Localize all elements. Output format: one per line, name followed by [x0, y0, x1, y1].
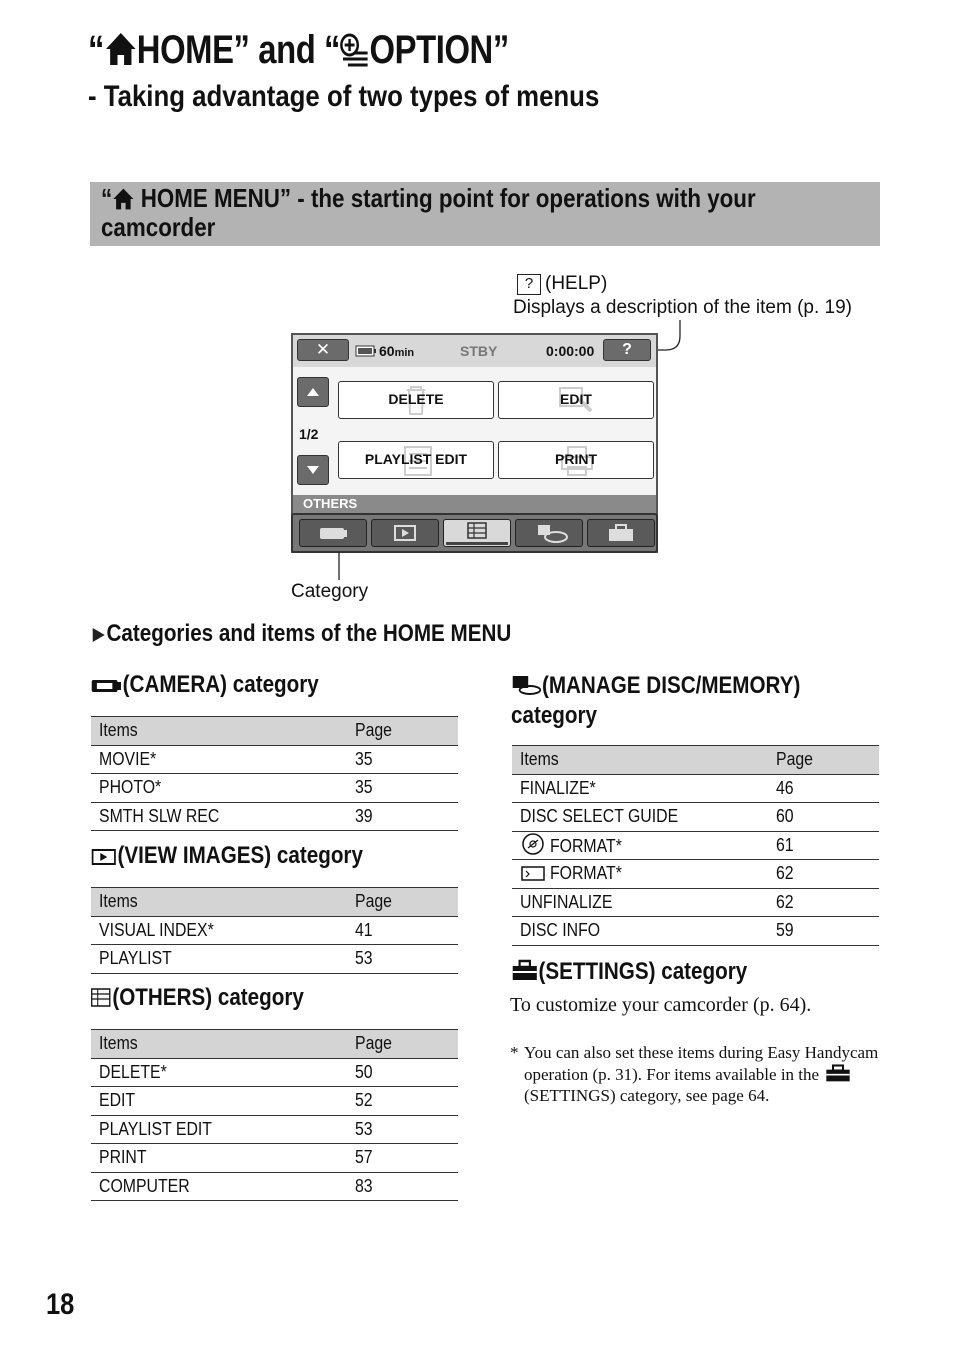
table-row: PHOTO* 35	[91, 774, 458, 803]
page-title: “ HOME” and “ OPTION”	[88, 28, 509, 72]
timecode: 0:00:00	[546, 343, 595, 359]
table-row: UNFINALIZE 62	[512, 888, 879, 917]
page-number: 18	[46, 1288, 75, 1321]
tab-camera[interactable]	[299, 519, 367, 547]
arrow-up-icon	[306, 387, 320, 397]
delete-button[interactable]: DELETE	[338, 381, 494, 419]
table-row: PLAYLIST 53	[91, 945, 458, 974]
help-button[interactable]: ?	[603, 339, 651, 361]
disc-icon	[516, 520, 582, 546]
toolbox-icon	[823, 1063, 853, 1083]
table-row: COMPUTER 83	[91, 1172, 458, 1201]
home-icon	[104, 31, 137, 67]
camera-table	[91, 716, 458, 831]
play-icon	[90, 846, 118, 866]
memory-card-icon	[520, 864, 546, 882]
toolbox-icon	[588, 520, 654, 546]
camera-category-heading: (CAMERA) category	[90, 671, 319, 699]
table-row: SMTH SLW REC 39	[91, 802, 458, 831]
camcorder-screen	[291, 333, 658, 553]
banner-text: HOME MENU” - the starting point for operations with your camcorder	[101, 183, 756, 242]
table-row: PLAYLIST EDIT 53	[91, 1115, 458, 1144]
category-name-bar: OTHERS	[293, 495, 656, 513]
table-row: DISC SELECT GUIDE 60	[512, 803, 879, 832]
table-row: FORMAT* 62	[512, 860, 879, 889]
table-header: Items Page	[91, 1030, 458, 1059]
manage-table	[512, 745, 879, 946]
print-button[interactable]: PRINT	[498, 441, 654, 479]
camera-icon	[90, 675, 123, 695]
view-images-table	[91, 887, 458, 974]
page-up-button[interactable]	[297, 377, 329, 407]
close-button[interactable]: ✕	[297, 339, 349, 361]
table-row: DELETE* 50	[91, 1058, 458, 1087]
table-header: Items Page	[91, 888, 458, 917]
camera-icon	[300, 520, 366, 546]
tab-settings[interactable]	[587, 519, 655, 547]
category-leader-line	[336, 552, 342, 582]
category-label: Category	[291, 581, 369, 602]
battery-remaining: 60min	[379, 343, 415, 359]
table-row: EDIT 52	[91, 1087, 458, 1116]
table-header: Items Page	[91, 717, 458, 746]
page-down-button[interactable]	[297, 455, 329, 485]
help-icon: ?	[517, 274, 541, 295]
battery-icon	[355, 345, 377, 357]
others-table	[91, 1029, 458, 1201]
arrow-down-icon	[306, 465, 320, 475]
settings-description: To customize your camcorder (p. 64).	[510, 994, 812, 1016]
help-description: Displays a description of the item (p. 19)	[513, 297, 852, 318]
tab-view-images[interactable]	[371, 519, 439, 547]
settings-category-heading: (SETTINGS) category	[511, 958, 747, 986]
view-images-category-heading: (VIEW IMAGES) category	[90, 842, 363, 870]
help-label: (HELP)	[545, 273, 608, 294]
table-row: FORMAT* 61	[512, 831, 879, 860]
table-row: MOVIE* 35	[91, 745, 458, 774]
table-row: DISC INFO 59	[512, 917, 879, 946]
option-icon	[340, 33, 370, 67]
manage-category-heading: (MANAGE DISC/MEMORY) category	[511, 672, 801, 729]
tab-others[interactable]	[443, 519, 511, 547]
disc-format-icon	[520, 833, 546, 855]
title-option-word: OPTION	[369, 28, 493, 72]
others-icon	[444, 520, 510, 546]
categories-heading: Categories and items of the HOME MENU	[91, 620, 511, 648]
triangle-bullet-icon	[91, 626, 106, 644]
table-header: Items Page	[512, 746, 879, 775]
others-icon	[90, 986, 112, 1008]
playlist-edit-button[interactable]: PLAYLIST EDIT	[338, 441, 494, 479]
page-subtitle: - Taking advantage of two types of menus	[88, 80, 600, 113]
toolbox-icon	[511, 958, 539, 982]
table-row: FINALIZE* 46	[512, 774, 879, 803]
edit-button[interactable]: EDIT	[498, 381, 654, 419]
play-icon	[372, 520, 438, 546]
home-icon	[112, 187, 134, 211]
title-home-word: HOME	[136, 28, 234, 72]
page-indicator: 1/2	[299, 426, 319, 442]
table-row: PRINT 57	[91, 1144, 458, 1173]
banner-heading: “ HOME MENU” - the starting point for operations with your camcorder	[101, 183, 756, 242]
others-category-heading: (OTHERS) category	[90, 984, 304, 1012]
disc-icon	[511, 672, 542, 696]
table-row: VISUAL INDEX* 41	[91, 916, 458, 945]
category-tab-bar	[291, 513, 658, 553]
tab-manage-disc[interactable]	[515, 519, 583, 547]
status-text: STBY	[460, 343, 498, 359]
